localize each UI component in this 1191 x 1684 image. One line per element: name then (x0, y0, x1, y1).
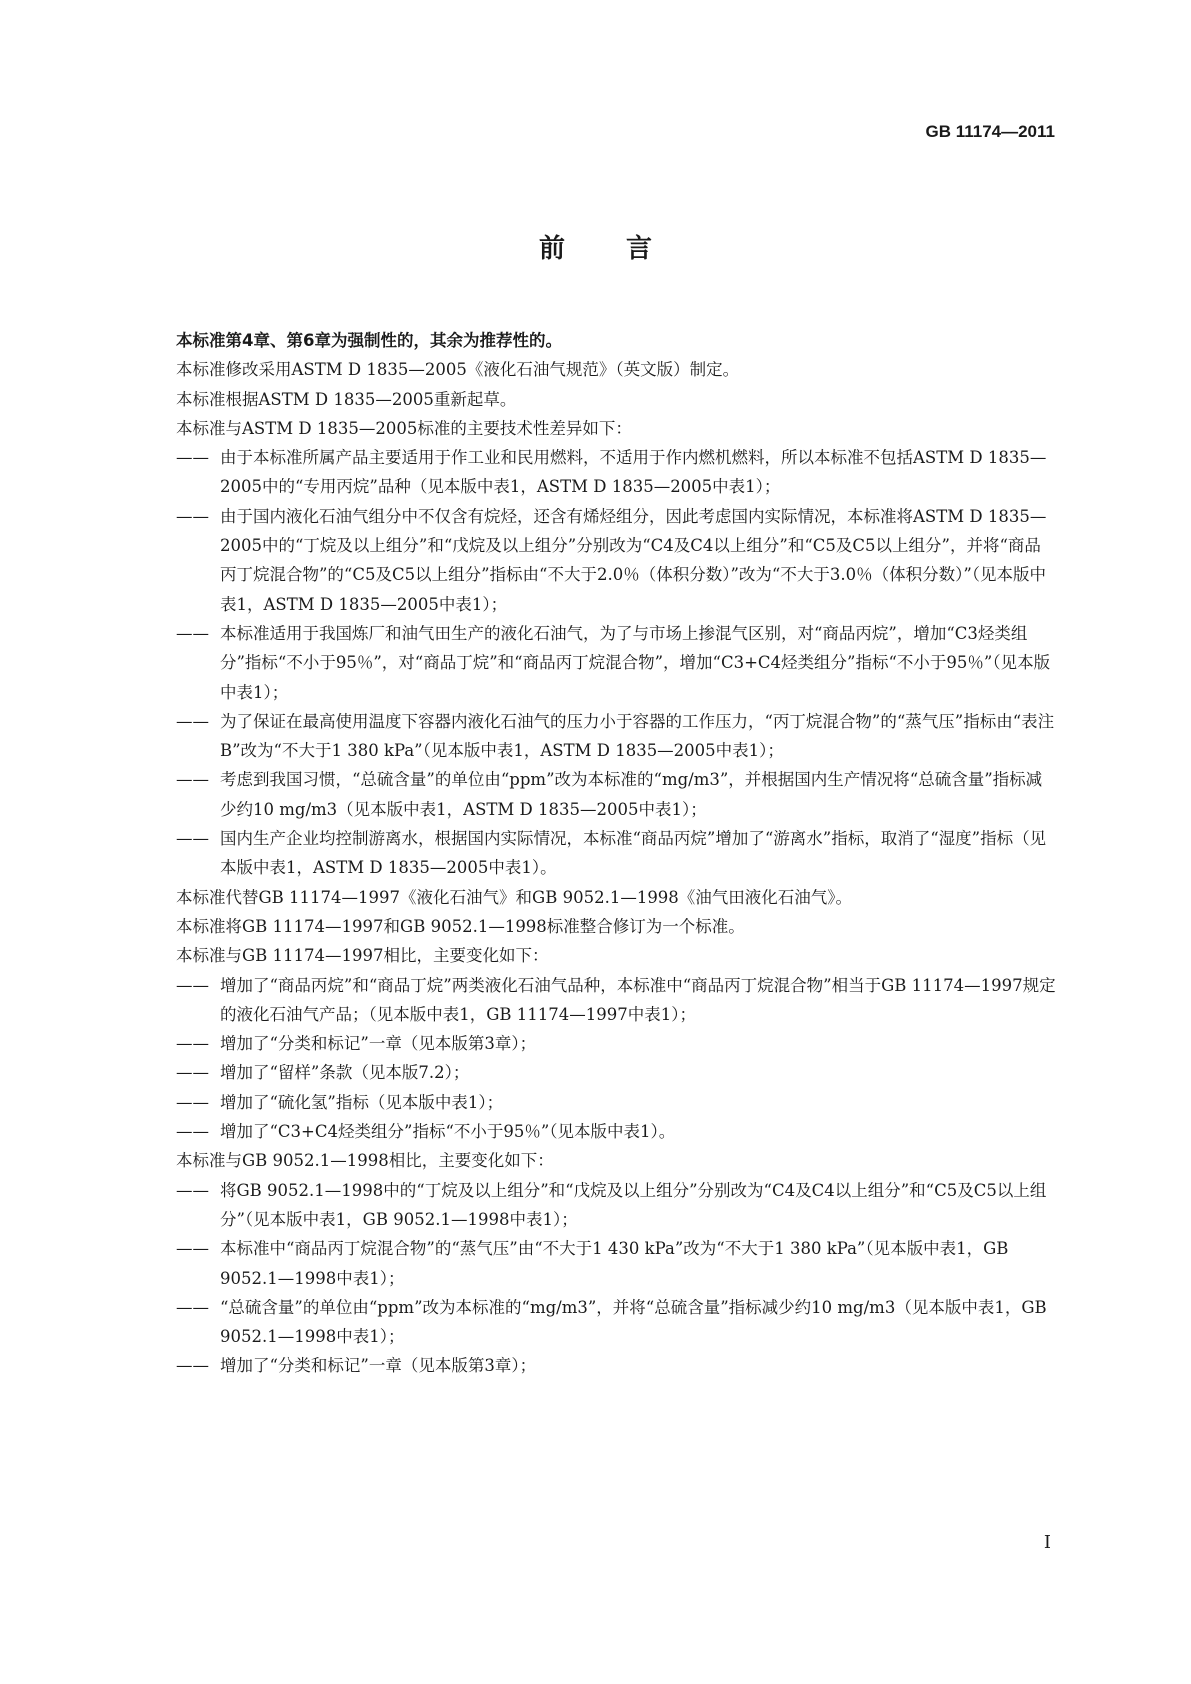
dash-mark: —— (176, 711, 209, 731)
list-item-text: 国内生产企业均控制游离水，根据国内实际情况，本标准“商品丙烷”增加了“游离水”指标，取消了“湿度”指标（见本版中表1，ASTM D 1835—2005中表1）。 (220, 829, 1047, 878)
list-item (176, 443, 1056, 502)
list-item (176, 1029, 1056, 1058)
list-item-text: 本标准中“商品丙丁烷混合物”的“蒸气压”由“不大于1 430 kPa”改为“不大于1 380 kPa”（见本版中表1，GB 9052.1—1998中表1）； (220, 1239, 1009, 1288)
list-item-text: 由于国内液化石油气组分中不仅含有烷烃，还含有烯烃组分，因此考虑国内实际情况，本标准将ASTM D 1835—2005中的“丁烷及以上组分”和“戊烷及以上组分”分别改为“C4及C4以上组分”和“C5及C5以上组分”，并将“商品丙丁烷混合物”的“C5及C5以上组分”指标由“不大于2.0％（体积分数）”改为“不大于3.0％（体积分数）”（见本版中表1，ASTM D 1835—2005中表1）； (220, 506, 1047, 614)
dash-mark: —— (176, 1297, 209, 1317)
list-item (176, 1088, 1056, 1117)
paragraph: 本标准代替GB 11174—1997《液化石油气》和GB 9052.1—1998《油气田液化石油气》。 (176, 887, 853, 907)
list-item-text: 将GB 9052.1—1998中的“丁烷及以上组分”和“戊烷及以上组分”分别改为“C4及C4以上组分”和“C5及C5以上组分”（见本版中表1，GB 9052.1—1998中表1）； (220, 1180, 1047, 1229)
list-item (176, 824, 1056, 883)
paragraph: 本标准修改采用ASTM D 1835—2005《液化石油气规范》（英文版）制定。 (176, 360, 740, 380)
dash-mark: —— (176, 1239, 209, 1259)
dash-mark: —— (176, 506, 209, 526)
paragraph: 本标准与GB 11174—1997相比，主要变化如下： (176, 946, 549, 966)
list-item-text: 为了保证在最高使用温度下容器内液化石油气的压力小于容器的工作压力，“丙丁烷混合物”的“蒸气压”指标由“表注B”改为“不大于1 380 kPa”（见本版中表1，ASTM D 1835—2005中表1）； (220, 711, 1055, 761)
list-item-text: 本标准适用于我国炼厂和油气田生产的液化石油气，为了与市场上掺混气区别，对“商品丙烷”，增加“C3烃类组分”指标“不小于95％”，对“商品丁烷”和“商品丙丁烷混合物”，增加“C3+C4烃类组分”指标“不小于95％”（见本版中表1）； (220, 623, 1051, 702)
list-item (176, 1351, 1056, 1380)
list-item-text: “总硫含量”的单位由“ppm”改为本标准的“mg/m3”，并将“总硫含量”指标减少约10 mg/m3（见本版中表1，GB 9052.1—1998中表1）； (220, 1297, 1047, 1347)
list-item-text: 增加了“留样”条款（见本版7.2）； (220, 1063, 470, 1083)
list-item (176, 971, 1056, 1030)
dash-mark: —— (176, 829, 209, 849)
page-number: I (1043, 1532, 1051, 1553)
list-item (176, 1058, 1056, 1087)
dash-mark: —— (176, 1034, 209, 1054)
dash-mark: —— (176, 448, 209, 468)
paragraph: 本标准与GB 9052.1—1998相比，主要变化如下： (176, 1151, 554, 1171)
paragraph: 本标准根据ASTM D 1835—2005重新起草。 (176, 389, 517, 409)
list-item-text: 增加了“商品丙烷”和“商品丁烷”两类液化石油气品种，本标准中“商品丙丁烷混合物”相当于GB 11174—1997规定的液化石油气产品；（见本版中表1，GB 11174—1997中表1）； (220, 975, 1056, 1024)
dash-mark: —— (176, 1122, 209, 1142)
dash-mark: —— (176, 1092, 209, 1112)
dash-mark: —— (176, 1180, 209, 1200)
list-item (176, 1176, 1056, 1235)
list-item-text: 增加了“分类和标记”一章（见本版第3章）； (220, 1034, 537, 1054)
list-item-text: 增加了“硫化氢”指标（见本版中表1）； (220, 1092, 504, 1112)
standard-code: GB 11174—2011 (925, 122, 1055, 141)
paragraph: 本标准与ASTM D 1835—2005标准的主要技术性差异如下： (176, 418, 632, 438)
list-item (176, 502, 1056, 619)
list-item (176, 765, 1056, 824)
document-body (176, 326, 1056, 1381)
dash-mark: —— (176, 1356, 209, 1376)
dash-mark: —— (176, 975, 209, 995)
list-item-text: 增加了“C3+C4烃类组分”指标“不小于95％”（见本版中表1）。 (220, 1122, 676, 1142)
dash-mark: —— (176, 1063, 209, 1083)
page-title: 前 言 (538, 234, 679, 264)
list-item-text: 增加了“分类和标记”一章（见本版第3章）； (220, 1356, 537, 1376)
list-item (176, 707, 1056, 766)
paragraph: 本标准将GB 11174—1997和GB 9052.1—1998标准整合修订为一个标准。 (176, 916, 745, 936)
list-item (176, 1234, 1056, 1293)
list-item (176, 1293, 1056, 1352)
list-item-text: 考虑到我国习惯，“总硫含量”的单位由“ppm”改为本标准的“mg/m3”，并根据国内生产情况将“总硫含量”指标减少约10 mg/m3（见本版中表1，ASTM D 1835—2005中表1）； (220, 770, 1043, 819)
list-item (176, 619, 1056, 707)
list-item (176, 1117, 1056, 1146)
dash-mark: —— (176, 770, 209, 790)
paragraph: 本标准第4章、第6章为强制性的，其余为推荐性的。 (176, 331, 562, 350)
list-item-text: 由于本标准所属产品主要适用于作工业和民用燃料，不适用于作内燃机燃料，所以本标准不包括ASTM D 1835—2005中的“专用丙烷”品种（见本版中表1，ASTM D 1835—2005中表1）； (220, 448, 1047, 497)
dash-mark: —— (176, 623, 209, 643)
